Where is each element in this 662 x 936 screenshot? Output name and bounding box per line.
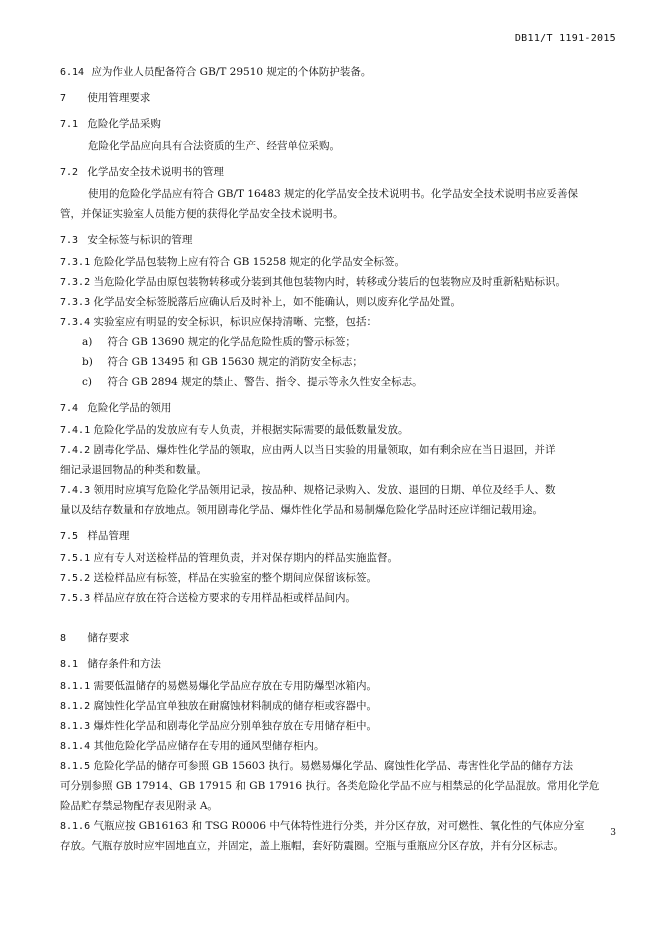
list-marker: b) <box>82 356 93 368</box>
clause-number: 7.3.2 <box>60 277 91 288</box>
clause-text: 剧毒化学品、爆炸性化学品的领取，应由两人以当日实验的用量领取，如有剩余应在当日退回，并详 <box>93 444 556 456</box>
clause-number: 8.1.1 <box>60 681 91 692</box>
page-number: 3 <box>610 828 616 838</box>
clause-7-4-3 <box>60 480 620 500</box>
section-title: 危险化学品的领用 <box>87 402 172 414</box>
clause-7-4-2 <box>60 440 620 460</box>
clause-number: 7.3.3 <box>60 297 91 308</box>
clause-7-3-1 <box>60 252 620 272</box>
clause-text: 危险化学品的储存可参照 GB 15603 执行。易燃易爆化学品、腐蚀性化学品、毒害性化学品的储存方法 <box>93 760 573 772</box>
clause-text: 送检样品应有标签，样品在实验室的整个期间应保留该标签。 <box>93 572 377 584</box>
clause-text: 应为作业人员配备符合 GB/T 29510 规定的个体防护装备。 <box>91 66 372 78</box>
section-title: 危险化学品采购 <box>87 118 161 130</box>
section-heading-7-5 <box>60 526 620 546</box>
section-heading-7-4 <box>60 398 620 418</box>
section-number: 8 <box>60 633 67 644</box>
clause-8-1-4 <box>60 736 620 756</box>
section-title: 使用管理要求 <box>87 92 151 104</box>
clause-number: 7.4.3 <box>60 485 91 496</box>
clause-number: 7.3.4 <box>60 317 91 328</box>
section-title: 样品管理 <box>87 530 130 542</box>
section-title: 储存条件和方法 <box>87 658 161 670</box>
clause-number: 8.1.2 <box>60 701 91 712</box>
clause-8-1-2 <box>60 696 620 716</box>
clause-text: 当危险化学品由原包装物转移或分装到其他包装物内时，转移或分装后的包装物应及时重新粘贴标识。 <box>93 276 566 288</box>
clause-7-5-3 <box>60 588 620 608</box>
section-heading-7-3 <box>60 230 620 250</box>
clause-7-5-2 <box>60 568 620 588</box>
list-item-b <box>60 352 620 372</box>
paragraph-7-2-line-2: 管，并保证实验室人员能方便的获得化学品安全技术说明书。 <box>60 208 344 220</box>
clause-number: 7.3.1 <box>60 257 91 268</box>
list-marker: c) <box>82 376 92 388</box>
clause-text: 实验室应有明显的安全标识，标识应保持清晰、完整，包括： <box>93 316 377 328</box>
clause-text: 危险化学品的发放应有专人负责，并根据实际需要的最低数量发放。 <box>93 424 409 436</box>
clause-7-4-1 <box>60 420 620 440</box>
section-heading-7-1 <box>60 114 620 134</box>
clause-7-3-2 <box>60 272 620 292</box>
clause-number: 8.1.4 <box>60 741 91 752</box>
section-title: 化学品安全技术说明书的管理 <box>87 166 224 178</box>
section-number: 7 <box>60 93 67 104</box>
section-title: 安全标签与标识的管理 <box>87 234 193 246</box>
clause-text: 样品应存放在符合送检方要求的专用样品柜或样品间内。 <box>93 592 356 604</box>
clause-number: 8.1.3 <box>60 721 91 732</box>
clause-number: 7.5.1 <box>60 553 91 564</box>
clause-text: 危险化学品包装物上应有符合 GB 15258 规定的化学品安全标签。 <box>93 256 405 268</box>
clause-8-1-6-continuation: 存放。气瓶存放时应牢固地直立，并固定，盖上瓶帽，套好防震圈。空瓶与重瓶应分区存放，并有分区标志。 <box>60 840 564 852</box>
clause-text: 爆炸性化学品和剧毒化学品应分别单独存放在专用储存柜中。 <box>93 720 377 732</box>
clause-text: 应有专人对送检样品的管理负责，并对保存期内的样品实施监督。 <box>93 552 398 564</box>
clause-7-5-1 <box>60 548 620 568</box>
list-marker: a) <box>82 336 93 348</box>
list-text: 符合 GB 13495 和 GB 15630 规定的消防安全标志； <box>107 356 363 368</box>
document-body <box>60 62 620 856</box>
clause-text: 需要低温储存的易燃易爆化学品应存放在专用防爆型冰箱内。 <box>93 680 377 692</box>
clause-8-1-1 <box>60 676 620 696</box>
list-item-a <box>60 332 620 352</box>
clause-8-1-5-continuation-1: 可分别参照 GB 17914、GB 17915 和 GB 17916 执行。各类危险化学品不应与相禁忌的化学品混放。常用化学危 <box>60 780 600 792</box>
list-item-c <box>60 372 620 392</box>
clause-text: 腐蚀性化学品宜单独放在耐腐蚀材料制成的储存柜或容器中。 <box>93 700 377 712</box>
clause-text: 化学品安全标签脱落后应确认后及时补上，如不能确认，则以废弃化学品处置。 <box>93 296 461 308</box>
clause-7-3-3 <box>60 292 620 312</box>
clause-7-4-3-continuation: 量以及结存数量和存放地点。领用剧毒化学品、爆炸性化学品和易制爆危险化学品时还应详细记载用途。 <box>60 504 543 516</box>
clause-text: 气瓶应按 GB16163 和 TSG R0006 中气体特性进行分类，并分区存放，对可燃性、氧化性的气体应分室 <box>93 820 585 832</box>
section-number: 8.1 <box>60 659 79 670</box>
section-number: 7.1 <box>60 119 79 130</box>
clause-6-14 <box>60 62 620 82</box>
clause-number: 8.1.6 <box>60 821 91 832</box>
clause-8-1-5-continuation-2: 险品贮存禁忌物配存表见附录 A。 <box>60 800 218 812</box>
clause-7-4-2-continuation: 细记录退回物品的种类和数量。 <box>60 464 207 476</box>
paragraph-7-2-line-1: 使用的危险化学品应有符合 GB/T 16483 规定的化学品安全技术说明书。化学品安全技术说明书应妥善保 <box>88 188 579 200</box>
clause-number: 7.4.1 <box>60 425 91 436</box>
section-number: 7.5 <box>60 531 79 542</box>
clause-text: 领用时应填写危险化学品领用记录，按品种、规格记录购入、发放、退回的日期、单位及经手人、数 <box>93 484 556 496</box>
clause-7-3-4 <box>60 312 620 332</box>
paragraph-7-1: 危险化学品应向具有合法资质的生产、经营单位采购。 <box>88 140 340 152</box>
section-heading-7-2 <box>60 162 620 182</box>
section-number: 7.4 <box>60 403 79 414</box>
clause-text: 其他危险化学品应储存在专用的通风型储存柜内。 <box>93 740 325 752</box>
clause-8-1-5 <box>60 756 620 776</box>
section-number: 7.2 <box>60 167 79 178</box>
clause-number: 6.14 <box>60 67 85 78</box>
section-heading-7 <box>60 88 620 108</box>
section-heading-8 <box>60 628 620 648</box>
clause-number: 7.4.2 <box>60 445 91 456</box>
section-number: 7.3 <box>60 235 79 246</box>
section-title: 储存要求 <box>87 632 130 644</box>
list-text: 符合 GB 13690 规定的化学品危险性质的警示标签； <box>107 336 356 348</box>
clause-number: 7.5.3 <box>60 593 91 604</box>
list-text: 符合 GB 2894 规定的禁止、警告、指令、提示等永久性安全标志。 <box>107 376 423 388</box>
clause-8-1-6 <box>60 816 620 836</box>
section-heading-8-1 <box>60 654 620 674</box>
document-code-header: DB11/T 1191-2015 <box>514 33 616 44</box>
clause-number: 7.5.2 <box>60 573 91 584</box>
clause-number: 8.1.5 <box>60 761 91 772</box>
clause-8-1-3 <box>60 716 620 736</box>
